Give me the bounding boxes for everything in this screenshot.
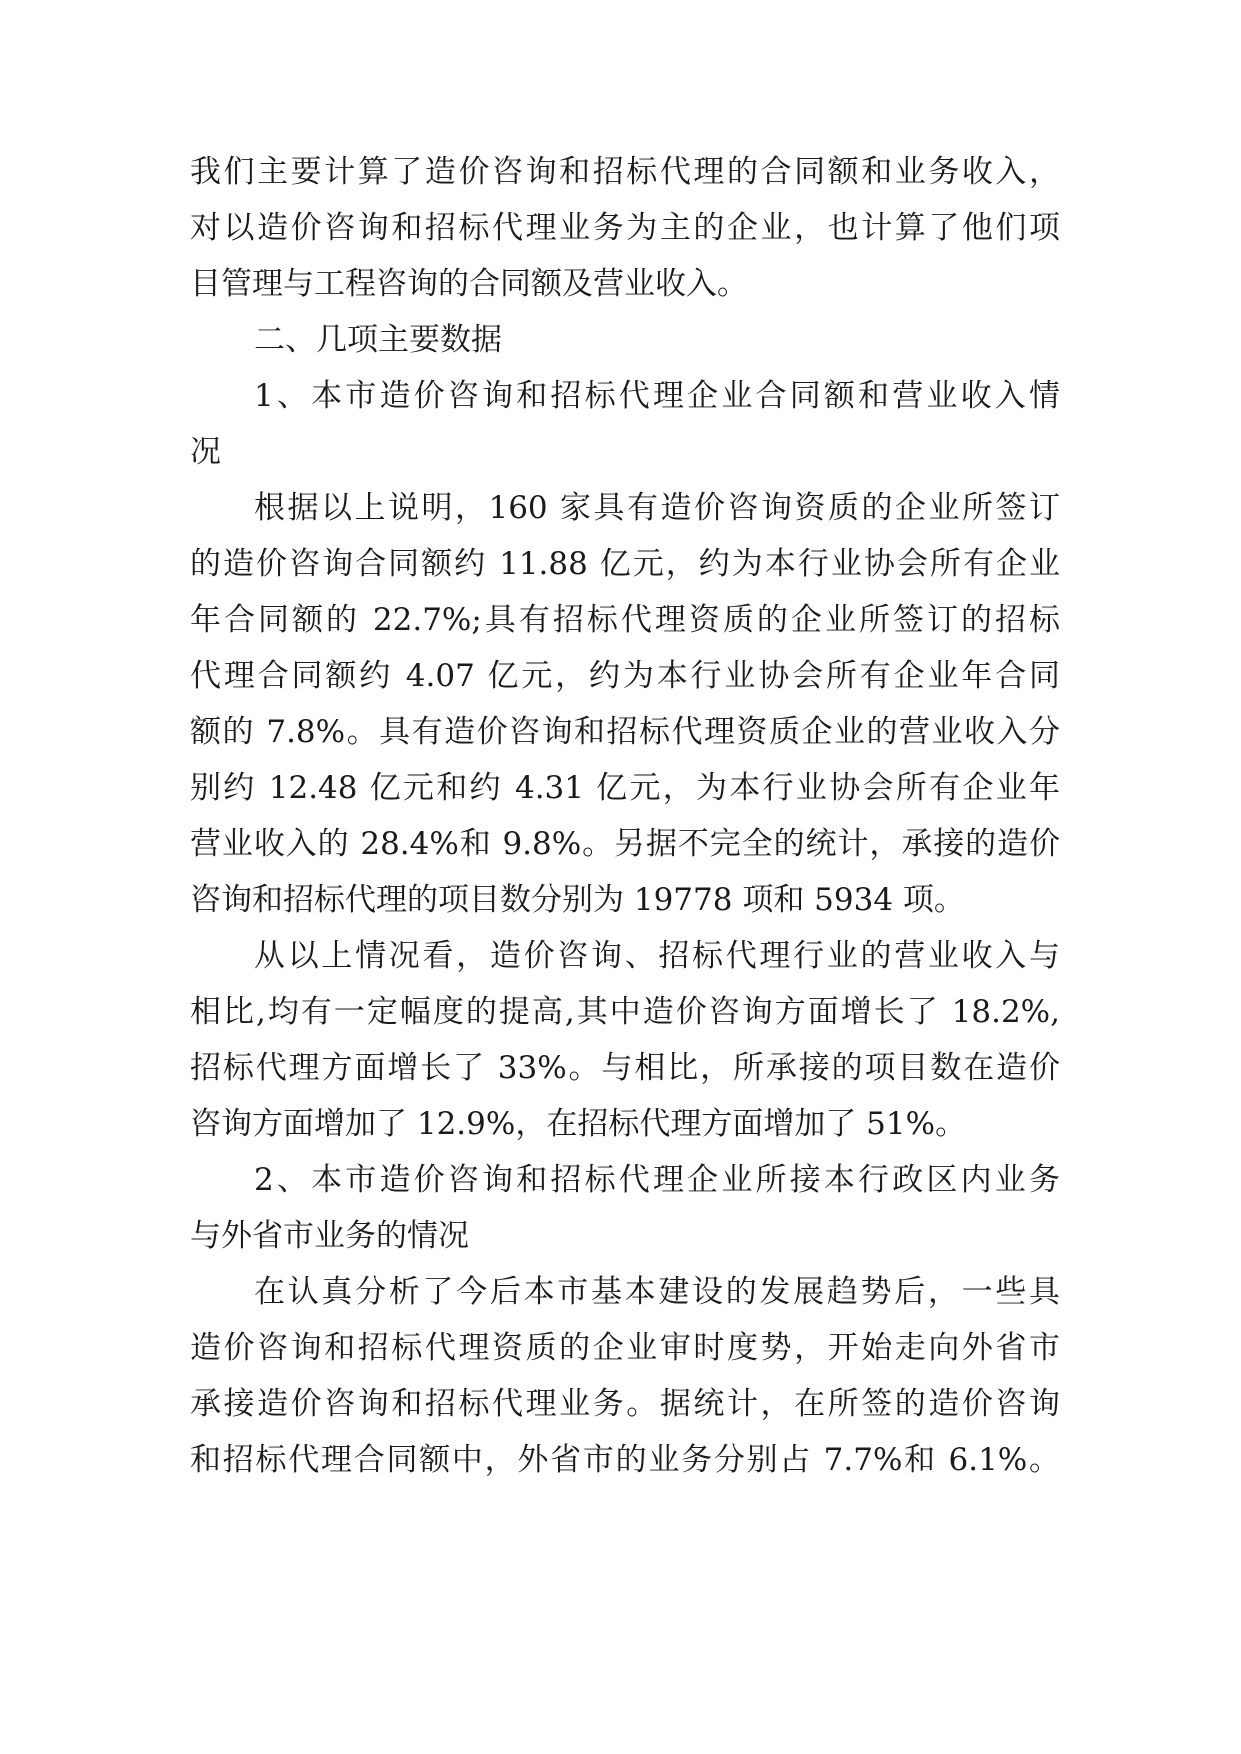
text-line: 目管理与工程咨询的合同额及营业收入。	[190, 266, 748, 302]
text-line: 根据以上说明，160 家具有造价咨询资质的企业所签订	[254, 490, 1060, 526]
text-line: 相比,均有一定幅度的提高,其中造价咨询方面增长了 18.2%,	[190, 994, 1060, 1030]
text-line: 从以上情况看，造价咨询、招标代理行业的营业收入与	[254, 938, 1060, 974]
text-line: 在认真分析了今后本市基本建设的发展趋势后，一些具	[254, 1274, 1060, 1310]
text-line: 招标代理方面增长了 33%。与相比，所承接的项目数在造价	[190, 1050, 1060, 1086]
text-line: 额的 7.8%。具有造价咨询和招标代理资质企业的营业收入分	[190, 714, 1060, 750]
text-line: 的造价咨询合同额约 11.88 亿元，约为本行业协会所有企业	[190, 546, 1060, 582]
text-line: 造价咨询和招标代理资质的企业审时度势，开始走向外省市	[190, 1330, 1060, 1366]
text-line: 代理合同额约 4.07 亿元，约为本行业协会所有企业年合同	[190, 658, 1060, 694]
text-line: 对以造价咨询和招标代理业务为主的企业，也计算了他们项	[190, 210, 1060, 246]
subsection-heading: 1、本市造价咨询和招标代理企业合同额和营业收入情	[254, 378, 1060, 414]
text-line: 别约 12.48 亿元和约 4.31 亿元，为本行业协会所有企业年	[190, 770, 1060, 806]
text-line: 我们主要计算了造价咨询和招标代理的合同额和业务收入，	[190, 154, 1060, 190]
text-line: 承接造价咨询和招标代理业务。据统计，在所签的造价咨询	[190, 1386, 1060, 1422]
subsection-heading: 2、本市造价咨询和招标代理企业所接本行政区内业务	[254, 1162, 1060, 1198]
text-line: 咨询方面增加了 12.9%，在招标代理方面增加了 51%。	[190, 1106, 967, 1142]
section-heading: 二、几项主要数据	[254, 322, 502, 358]
text-line: 咨询和招标代理的项目数分别为 19778 项和 5934 项。	[190, 882, 965, 918]
text-line: 和招标代理合同额中，外省市的业务分别占 7.7%和 6.1%。	[190, 1442, 1060, 1478]
text-line: 营业收入的 28.4%和 9.8%。另据不完全的统计，承接的造价	[190, 826, 1060, 862]
subsection-heading: 与外省市业务的情况	[190, 1218, 469, 1254]
text-line: 年合同额的 22.7%;具有招标代理资质的企业所签订的招标	[190, 602, 1060, 638]
subsection-heading: 况	[190, 434, 221, 470]
